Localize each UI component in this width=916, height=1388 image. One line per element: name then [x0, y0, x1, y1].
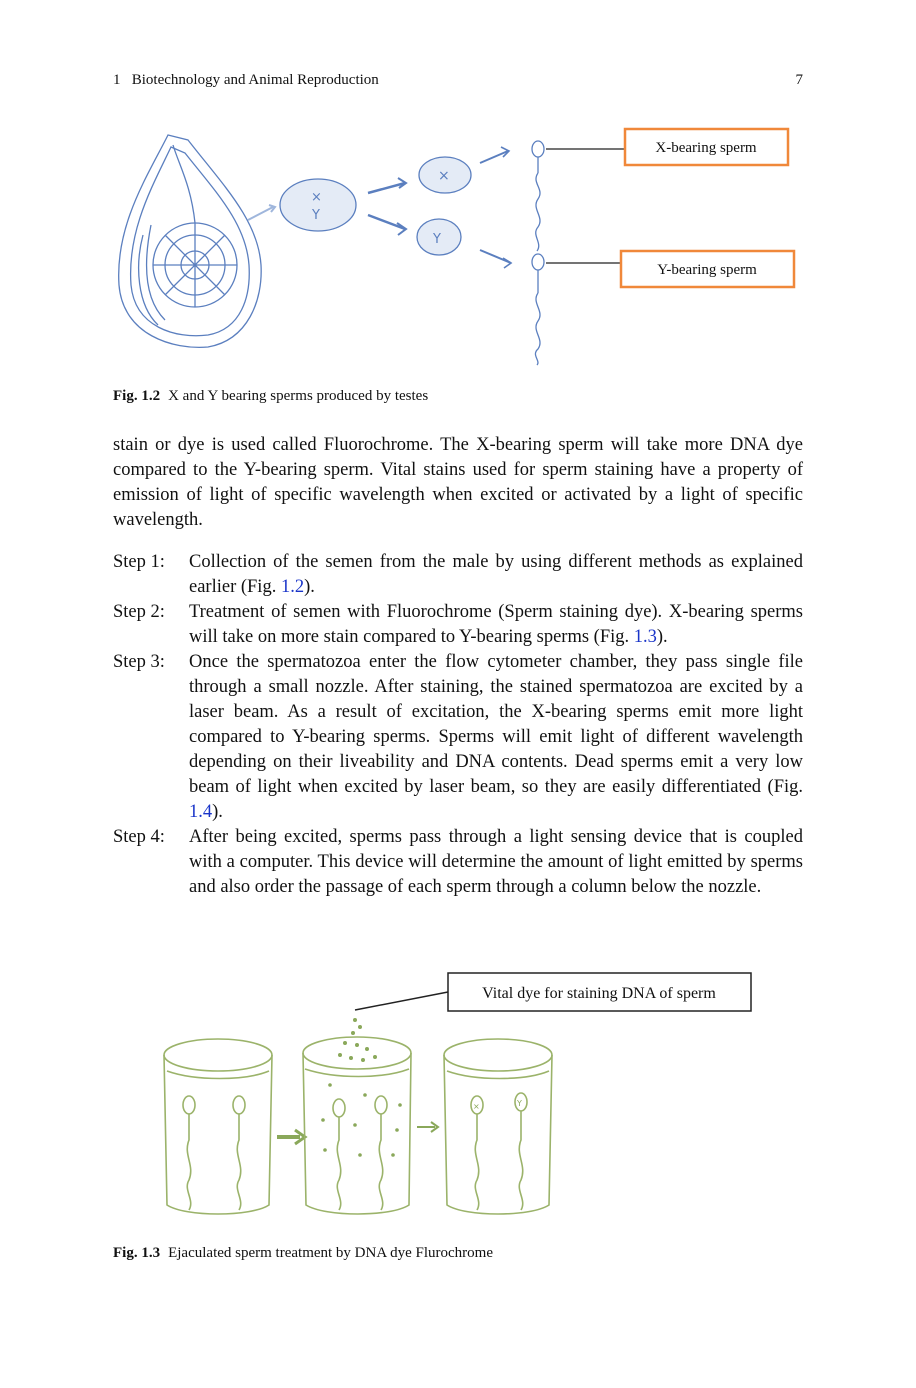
page-number: 7 — [795, 72, 803, 88]
tube-3 — [444, 1039, 552, 1214]
step-text: After being excited, sperms pass through a light sensing device that is coupled with a computer. This device will determine the amount of light emitted by sperms and also order the passage of each sperm through a column below the nozzle. — [189, 827, 803, 897]
figure-1-3-caption — [113, 1243, 493, 1263]
y-sperm — [532, 254, 544, 365]
figure-number: Fig. 1.3 — [113, 1245, 161, 1261]
x-bearing-label: X-bearing sperm — [655, 140, 757, 156]
dye-label: Vital dye for staining DNA of sperm — [482, 985, 716, 1002]
caption-text: Ejaculated sperm treatment by DNA dye Flurochrome — [168, 1245, 493, 1261]
chapter-title: 1 Biotechnology and Animal Reproduction — [113, 72, 379, 88]
caption-text: X and Y bearing sperms produced by testes — [168, 388, 429, 404]
step-label: Step 4: — [113, 827, 165, 847]
tube-1 — [164, 1039, 272, 1214]
svg-text:×: × — [438, 168, 450, 184]
figure-1-3 — [155, 965, 765, 1225]
svg-text:×: × — [311, 190, 322, 205]
arrow-testis — [248, 207, 273, 220]
figure-link[interactable]: 1.3 — [633, 627, 657, 647]
step-label: Step 3: — [113, 652, 165, 672]
steps-list — [113, 550, 803, 900]
precursor-cell — [280, 179, 356, 231]
step-label: Step 2: — [113, 602, 165, 622]
testis-outer — [119, 135, 262, 347]
step-text: Collection of the semen from the male by using different methods as explained earlier (Fig. 1.2). — [189, 552, 803, 597]
list-item — [113, 825, 803, 900]
body-paragraph: stain or dye is used called Fluorochrome. The X-bearing sperm will take more DNA dye compared to the Y-bearing sperm. Vital stains used for sperm staining have a property of emission of light of specific wavelength when excited or activated by a light of specific wavelength. — [113, 435, 803, 530]
step-label: Step 1: — [113, 552, 165, 572]
figure-1-2 — [113, 125, 803, 370]
x-sperm — [532, 141, 544, 251]
figure-number: Fig. 1.2 — [113, 388, 161, 404]
step-text: Once the spermatozoa enter the flow cytometer chamber, they pass single file through a small nozzle. After staining, the stained spermatozoa are excited by a laser beam. As a result of excitation, the X-bearing sperms emit more light compared to Y-bearing sperms. Sperms will emit light of different wavelength depending on their liveability and DNA contents. Dead sperms emit a very low beam of light when excited by laser beam, so they are easily differentiated (Fig. 1.4). — [189, 652, 803, 822]
running-header — [113, 72, 803, 94]
list-item — [113, 550, 803, 600]
dye-drops — [338, 1018, 377, 1062]
list-item — [113, 600, 803, 650]
svg-text:Y: Y — [312, 208, 320, 223]
list-item — [113, 650, 803, 825]
svg-text:Y: Y — [433, 232, 441, 247]
figure-1-2-caption — [113, 386, 428, 406]
y-bearing-label: Y-bearing sperm — [657, 262, 757, 278]
figure-link[interactable]: 1.2 — [280, 577, 305, 597]
step-text: Treatment of semen with Fluorochrome (Sperm staining dye). X-bearing sperms will take on more stain compared to Y-bearing sperms (Fig. 1.3). — [189, 602, 803, 647]
tube-2 — [303, 1037, 411, 1214]
figure-link[interactable]: 1.4 — [189, 802, 213, 822]
svg-text:Y: Y — [517, 1099, 522, 1108]
svg-text:×: × — [473, 1102, 480, 1111]
